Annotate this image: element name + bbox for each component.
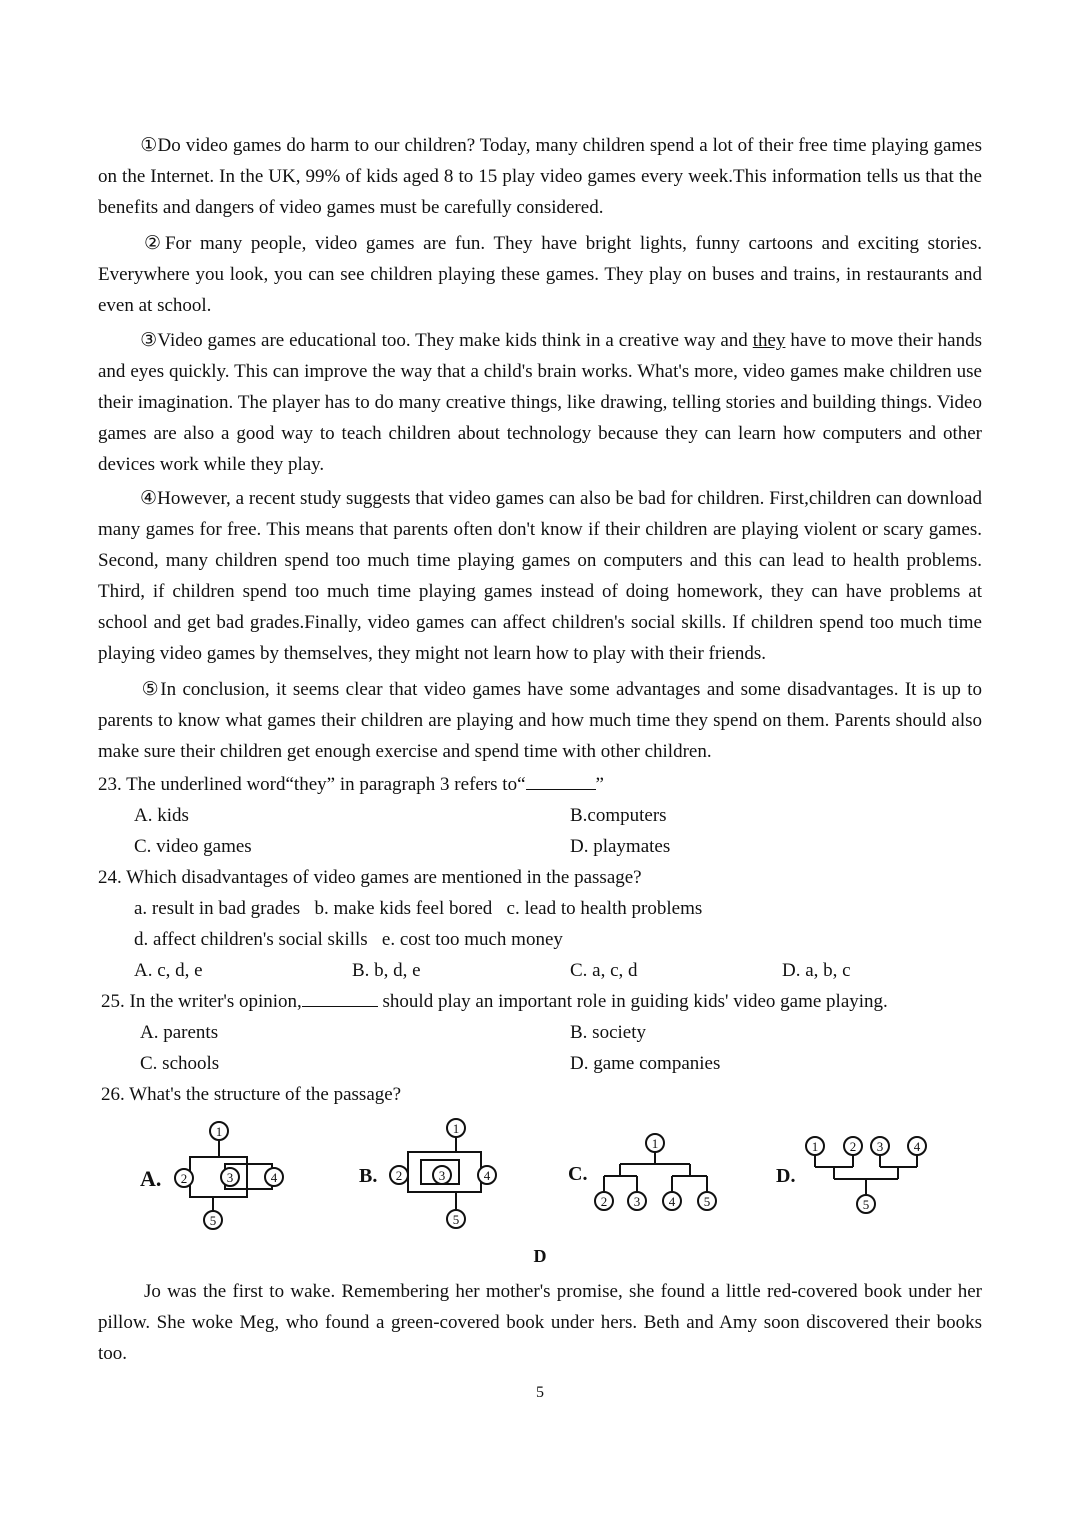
option-23-c[interactable]: C. video games [134, 836, 252, 857]
diagram-label-d: D. [776, 1165, 796, 1187]
para-num: ① [140, 135, 158, 156]
item-d: d. affect children's social skills [134, 929, 368, 950]
para-text: Do video games do harm to our children? Today, many children spend a lot of their free time playing games on the Internet. In the UK, 99% of kids aged 8 to 15 play video games every week.This information tells us that the benefits and dangers of video games must be carefully considered. [98, 135, 982, 218]
paragraph-4 [98, 483, 982, 669]
para-num: ③ [140, 330, 158, 351]
option-24-b[interactable]: B. b, d, e [352, 960, 421, 981]
svg-text:3: 3 [438, 1168, 446, 1183]
node-1 [447, 1119, 465, 1137]
svg-text:5: 5 [703, 1194, 711, 1209]
paragraph-1 [98, 130, 982, 223]
para-text: Jo was the first to wake. Remembering her mother's promise, she found a little red-covered book under her pillow. She woke Meg, who found a green-covered book under hers. Beth and Amy soon discovered their books too. [98, 1281, 982, 1364]
svg-text:2: 2 [849, 1139, 857, 1154]
q24-items-row2 [134, 924, 563, 955]
node-3 [871, 1137, 889, 1155]
node-2 [595, 1192, 613, 1210]
svg-text:4: 4 [913, 1139, 921, 1154]
diagram-label-c: C. [568, 1163, 588, 1185]
option-25-a[interactable]: A. parents [140, 1022, 219, 1043]
para-text: have to move their hands and eyes quickly. This can improve the way that a child's brain works. What's more, video games make children use their imagination. The player has to do many creative things, like drawing, telling stories and building things. Video games are also a good way to teach children about technology because they can learn how computers and other devices work while they play. [98, 330, 982, 475]
stem-text: 25. In the writer's opinion, [101, 991, 302, 1012]
stem-text: 23. The underlined word“they” in paragraph 3 refers to“ [98, 774, 526, 795]
option-25-d[interactable]: D. game companies [570, 1053, 721, 1074]
item-b: b. make kids feel bored [314, 898, 493, 919]
svg-text:1: 1 [651, 1136, 659, 1151]
stem-text: should play an important role in guiding kids' video game playing. [377, 991, 888, 1012]
item-c: c. lead to health problems [506, 898, 703, 919]
diagram-option-b[interactable] [359, 1119, 496, 1228]
paragraph-2 [98, 228, 982, 321]
node-4 [265, 1168, 283, 1186]
para-text: Video games are educational too. They make kids think in a creative way and [157, 330, 753, 351]
paragraph-3 [98, 325, 982, 480]
option-24-c[interactable]: C. a, c, d [570, 960, 638, 981]
node-2 [175, 1169, 193, 1187]
para-text: However, a recent study suggests that video games can also be bad for children. First,children can download many games for free. This means that parents often don't know if their children are playing violent or scary games. Second, many children spend too much time playing games on computers and this can lead to health problems. Third, if children spend too much time playing games instead of doing homework, they can have problems at school and get bad grades.Finally, video games can affect children's social skills. If children spend too much time playing video games by themselves, they might not learn how to play with their friends. [98, 488, 982, 664]
svg-text:4: 4 [270, 1170, 278, 1185]
option-23-b[interactable]: B.computers [570, 805, 667, 826]
diagram-option-a[interactable] [140, 1122, 283, 1229]
diagram-option-d[interactable] [776, 1137, 926, 1213]
svg-text:5: 5 [209, 1213, 217, 1228]
svg-text:2: 2 [395, 1168, 403, 1183]
svg-text:2: 2 [180, 1171, 188, 1186]
para-num: ⑤ [140, 679, 161, 700]
para-text: In conclusion, it seems clear that video games have some advantages and some disadvantages. It is up to parents to know what games their children are playing and how much time they spend on them. Parents should also make sure their children get enough exercise and spend time with other children. [98, 679, 982, 762]
svg-text:3: 3 [633, 1194, 641, 1209]
node-5 [447, 1210, 465, 1228]
svg-text:1: 1 [811, 1139, 819, 1154]
item-a: a. result in bad grades [134, 898, 301, 919]
diagram-option-c[interactable] [568, 1134, 716, 1210]
svg-text:4: 4 [483, 1168, 491, 1183]
node-1 [210, 1122, 228, 1140]
svg-text:4: 4 [668, 1194, 676, 1209]
node-2 [844, 1137, 862, 1155]
para-num: ④ [140, 488, 158, 509]
question-23-stem [98, 769, 604, 800]
structure-diagrams [0, 1112, 1080, 1242]
node-4 [663, 1192, 681, 1210]
node-5 [204, 1211, 222, 1229]
node-3 [221, 1168, 239, 1186]
svg-text:2: 2 [600, 1194, 608, 1209]
node-4 [478, 1166, 496, 1184]
q24-items-row1 [134, 893, 702, 924]
para-text: For many people, video games are fun. They have bright lights, funny cartoons and exciting stories. Everywhere you look, you can see children playing these games. They play on buses and trains, in restaurants and even at school. [98, 233, 982, 316]
section-d-paragraph [98, 1276, 982, 1369]
para-num: ② [140, 233, 165, 254]
option-25-c[interactable]: C. schools [140, 1053, 220, 1074]
paragraph-5 [98, 674, 982, 767]
svg-text:5: 5 [452, 1212, 460, 1227]
answer-blank[interactable] [302, 988, 378, 1007]
question-24-stem: 24. Which disadvantages of video games are mentioned in the passage? [98, 867, 642, 888]
svg-text:3: 3 [226, 1170, 234, 1185]
page-number: 5 [536, 1384, 544, 1401]
option-24-a[interactable]: A. c, d, e [134, 960, 203, 981]
option-23-a[interactable]: A. kids [134, 805, 189, 826]
node-4 [908, 1137, 926, 1155]
diagram-label-b: B. [359, 1165, 378, 1187]
diagram-label-a: A. [140, 1166, 162, 1191]
node-5 [698, 1192, 716, 1210]
node-2 [390, 1166, 408, 1184]
question-25-stem [101, 986, 888, 1017]
node-1 [646, 1134, 664, 1152]
option-24-d[interactable]: D. a, b, c [782, 960, 851, 981]
option-23-d[interactable]: D. playmates [570, 836, 671, 857]
item-e: e. cost too much money [381, 929, 563, 950]
underlined-word: they [752, 330, 786, 351]
svg-text:1: 1 [452, 1121, 460, 1136]
answer-blank[interactable] [526, 771, 596, 790]
node-5 [857, 1195, 875, 1213]
node-3 [628, 1192, 646, 1210]
stem-text: ” [595, 774, 604, 795]
question-26-stem: 26. What's the structure of the passage? [101, 1084, 402, 1105]
svg-text:5: 5 [862, 1197, 870, 1212]
node-1 [806, 1137, 824, 1155]
svg-text:3: 3 [876, 1139, 884, 1154]
section-heading: D [533, 1246, 547, 1266]
svg-text:1: 1 [215, 1124, 223, 1139]
node-3 [433, 1166, 451, 1184]
option-25-b[interactable]: B. society [570, 1022, 646, 1043]
